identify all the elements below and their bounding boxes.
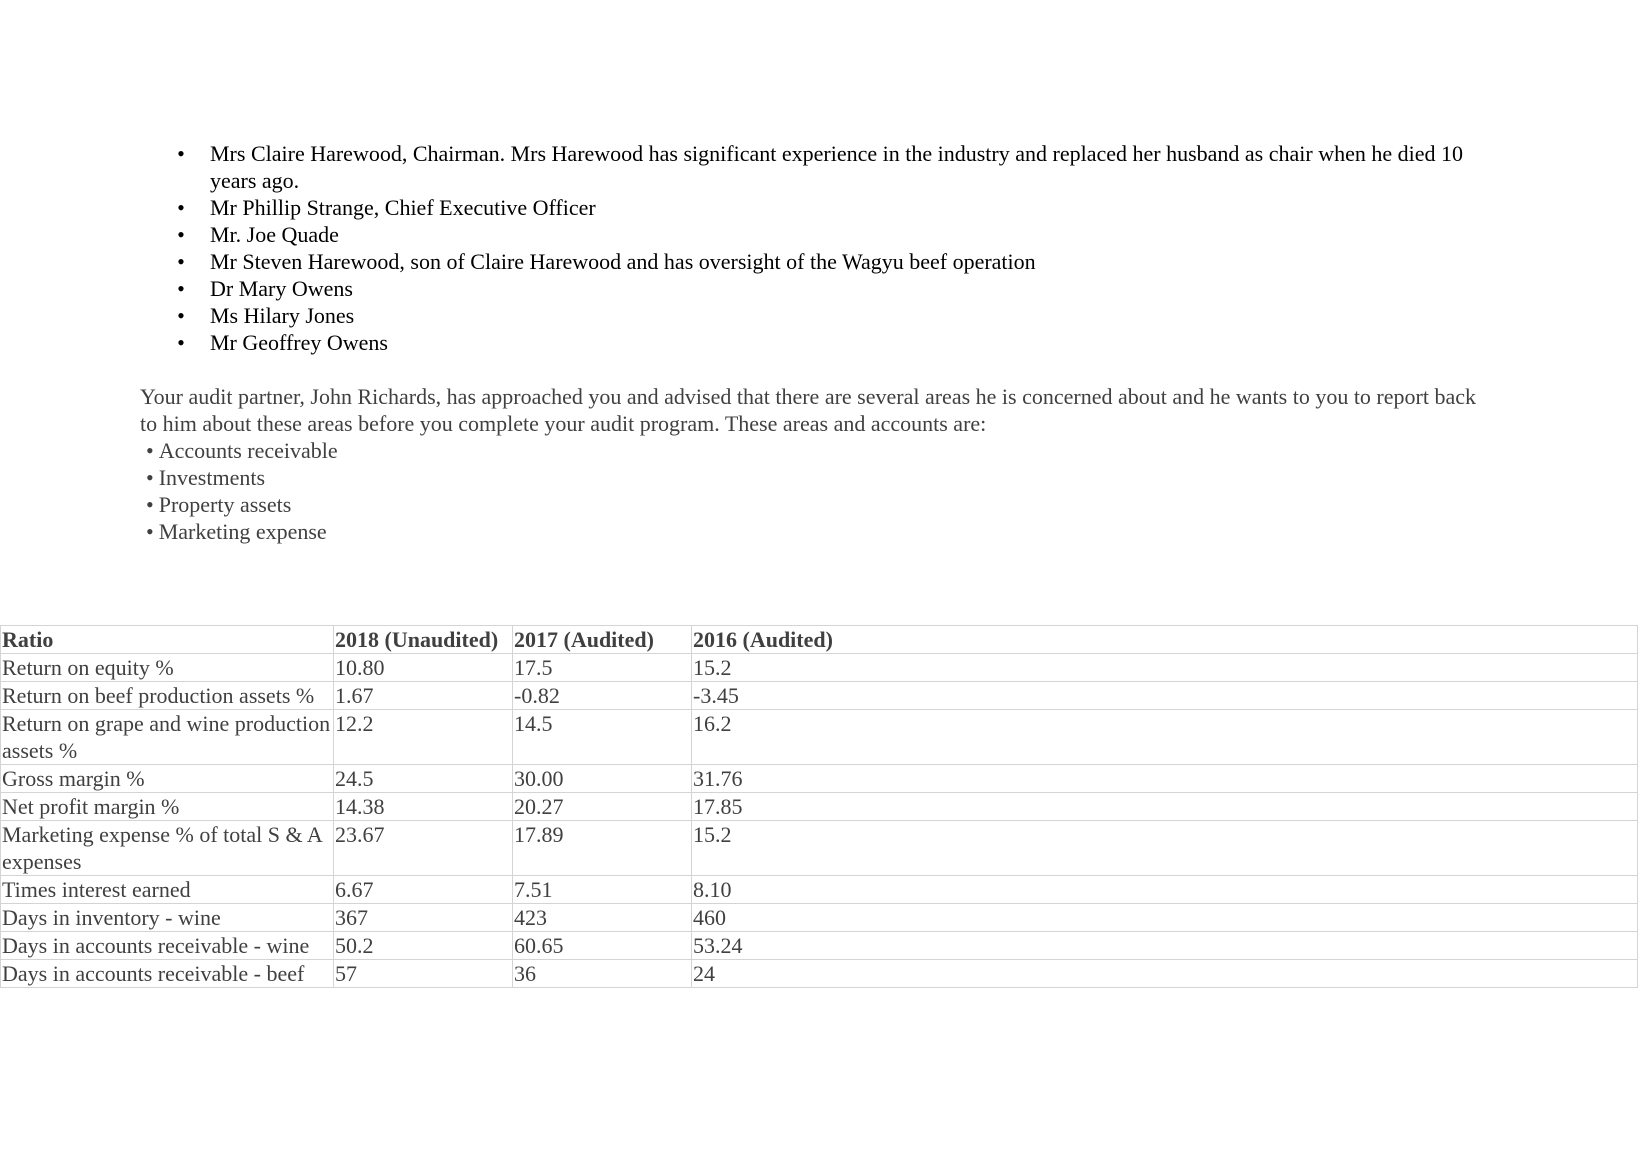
bullet-icon: •: [146, 519, 154, 544]
value-2017-cell: 17.5: [513, 654, 692, 682]
value-2016-cell: -3.45: [692, 682, 1638, 710]
ratio-name-cell: Return on grape and wine production assets %: [1, 710, 334, 765]
value-2016-cell: 15.2: [692, 654, 1638, 682]
value-2017-cell: 20.27: [513, 793, 692, 821]
value-2018-cell: 10.80: [334, 654, 513, 682]
directors-list: [140, 140, 1480, 356]
director-text: Mrs Claire Harewood, Chairman. Mrs Harewood has significant experience in the industry and replaced her husband as chair when he died 10 years ago.: [210, 141, 1463, 193]
audit-area-text: Marketing expense: [158, 519, 327, 544]
ratio-name-cell: Marketing expense % of total S & A expenses: [1, 821, 334, 876]
value-2016-cell: 17.85: [692, 793, 1638, 821]
table-row: [1, 654, 1638, 682]
value-2018-cell: 1.67: [334, 682, 513, 710]
ratio-name-cell: Gross margin %: [1, 765, 334, 793]
ratio-name-cell: Net profit margin %: [1, 793, 334, 821]
bullet-icon: •: [177, 330, 185, 355]
audit-area-text: Investments: [158, 465, 266, 490]
value-2017-cell: 30.00: [513, 765, 692, 793]
director-item: [140, 194, 1480, 221]
ratio-name-cell: Days in accounts receivable - beef: [1, 960, 334, 988]
table-row: [1, 932, 1638, 960]
director-item: [140, 221, 1480, 248]
value-2016-cell: 8.10: [692, 876, 1638, 904]
value-2018-cell: 57: [334, 960, 513, 988]
table-row: [1, 765, 1638, 793]
director-text: Ms Hilary Jones: [210, 303, 355, 328]
audit-area-text: Accounts receivable: [158, 438, 338, 463]
director-item: [140, 329, 1480, 356]
director-text: Mr. Joe Quade: [210, 222, 339, 247]
ratio-name-cell: Times interest earned: [1, 876, 334, 904]
table-row: [1, 960, 1638, 988]
table-row: [1, 821, 1638, 876]
value-2018-cell: 12.2: [334, 710, 513, 765]
audit-area-item: [140, 464, 1480, 491]
value-2017-cell: 14.5: [513, 710, 692, 765]
value-2017-cell: 17.89: [513, 821, 692, 876]
value-2018-cell: 50.2: [334, 932, 513, 960]
header-2017: 2017 (Audited): [513, 626, 692, 654]
director-text: Dr Mary Owens: [210, 276, 353, 301]
table-row: [1, 876, 1638, 904]
ratio-name-cell: Days in accounts receivable - wine: [1, 932, 334, 960]
value-2016-cell: 15.2: [692, 821, 1638, 876]
bullet-icon: •: [177, 276, 185, 301]
director-item: [140, 302, 1480, 329]
director-text: Mr Phillip Strange, Chief Executive Officer: [210, 195, 596, 220]
director-text: Mr Steven Harewood, son of Claire Harewood and has oversight of the Wagyu beef operation: [210, 249, 1036, 274]
ratio-name-cell: Return on equity %: [1, 654, 334, 682]
director-text: Mr Geoffrey Owens: [210, 330, 388, 355]
value-2017-cell: 7.51: [513, 876, 692, 904]
value-2017-cell: 423: [513, 904, 692, 932]
audit-areas-list: [140, 437, 1480, 545]
bullet-icon: •: [146, 438, 154, 463]
value-2018-cell: 14.38: [334, 793, 513, 821]
header-ratio: Ratio: [1, 626, 334, 654]
value-2017-cell: 60.65: [513, 932, 692, 960]
value-2016-cell: 460: [692, 904, 1638, 932]
value-2016-cell: 16.2: [692, 710, 1638, 765]
table-row: [1, 793, 1638, 821]
header-2016: 2016 (Audited): [692, 626, 1638, 654]
table-row: [1, 682, 1638, 710]
audit-area-text: Property assets: [158, 492, 292, 517]
header-2018: 2018 (Unaudited): [334, 626, 513, 654]
bullet-icon: •: [177, 141, 185, 166]
value-2018-cell: 23.67: [334, 821, 513, 876]
table-row: [1, 904, 1638, 932]
value-2018-cell: 24.5: [334, 765, 513, 793]
audit-area-item: [140, 491, 1480, 518]
audit-area-item: [140, 437, 1480, 464]
director-item: [140, 140, 1480, 194]
value-2017-cell: 36: [513, 960, 692, 988]
value-2016-cell: 24: [692, 960, 1638, 988]
table-row: [1, 710, 1638, 765]
bullet-icon: •: [146, 492, 154, 517]
ratios-table: [0, 625, 1638, 988]
director-item: [140, 248, 1480, 275]
value-2016-cell: 31.76: [692, 765, 1638, 793]
ratio-name-cell: Days in inventory - wine: [1, 904, 334, 932]
value-2016-cell: 53.24: [692, 932, 1638, 960]
bullet-icon: •: [177, 195, 185, 220]
audit-section: [140, 383, 1480, 545]
value-2018-cell: 6.67: [334, 876, 513, 904]
ratio-name-cell: Return on beef production assets %: [1, 682, 334, 710]
audit-intro-paragraph: Your audit partner, John Richards, has approached you and advised that there are several areas he is concerned about and he wants to you to report back to him about these areas before you complete your audit program. These areas and accounts are:: [140, 384, 1476, 436]
value-2017-cell: -0.82: [513, 682, 692, 710]
director-item: [140, 275, 1480, 302]
audit-area-item: [140, 518, 1480, 545]
bullet-icon: •: [177, 249, 185, 274]
value-2018-cell: 367: [334, 904, 513, 932]
bullet-icon: •: [177, 222, 185, 247]
table-header-row: [1, 626, 1638, 654]
bullet-icon: •: [177, 303, 185, 328]
bullet-icon: •: [146, 465, 154, 490]
